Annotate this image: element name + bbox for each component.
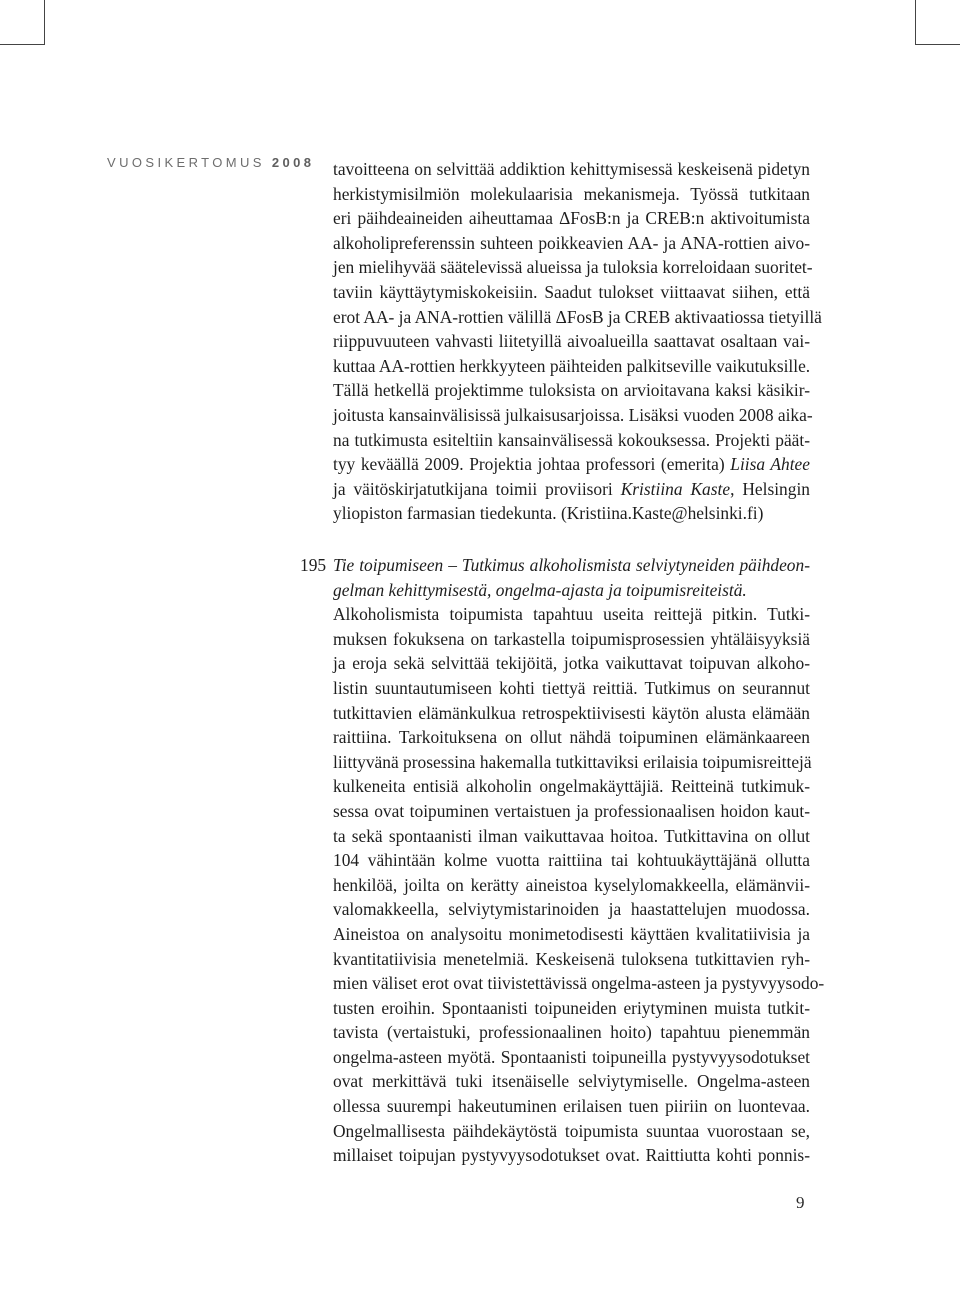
text-line: taviin käyttäytymiskokeisiin. Saadut tulokset viittaavat siihen, että (333, 281, 810, 302)
text-line: alkoholipreferenssin suhteen poikkeavien AA- ja ANA-rottien aivo- (333, 232, 810, 253)
text-line: ja eroja sekä selvittää tekijöitä, jotka vaikuttavat toipuvan alkoho- (333, 653, 810, 674)
paragraph-continued (333, 157, 822, 526)
text-line: Aineistoa on analysoitu monimetodisesti käyttäen kvalitatiivisia ja (333, 923, 810, 944)
text-line: raittiina. Tarkoituksena on ollut nähdä toipuminen elämänkaareen (333, 727, 810, 748)
text-line: na tutkimusta esiteltiin kansainvälisessä kokouksessa. Projekti päät- (333, 429, 810, 450)
running-head (107, 155, 314, 170)
person-name-ahtee: Liisa Ahtee (730, 454, 810, 475)
text-line: ongelma-asteen myötä. Spontaanisti toipuneilla pystyvyysodotukset (333, 1046, 810, 1067)
text-line: sessa ovat toipuminen vertaistuen ja professionaalisen hoidon kaut- (333, 800, 810, 821)
text-line: joitusta kansainvälisissä julkaisusarjoissa. Lisäksi vuoden 2008 aika- (333, 404, 813, 425)
text-line: jen mielihyvää säätelevissä alueissa ja tuloksia korreloidaan suoritet- (333, 257, 813, 278)
page-number: 9 (796, 1193, 805, 1212)
text-line: tusten eroihin. Spontaanisti toipuneiden eriytyminen muista tutkit- (333, 997, 810, 1018)
text-line-with-name (333, 452, 810, 477)
text-line: riippuvuuteen vahvasti liitetyillä aivoalueilla saattavat osaltaan vai- (333, 331, 810, 352)
text-fragment: , Helsingin (730, 478, 810, 499)
text-line: eri päihdeaineiden aiheuttamaa ΔFosB:n ja CREB:n aktivoitumista (333, 208, 810, 229)
text-line: muksen fokuksena on tarkastella toipumisprosessien yhtäläisyyksiä (333, 628, 810, 649)
text-line: kulkeneita entisiä alkoholin ongelmakäyttäjiä. Reitteinä tutkimuk- (333, 776, 810, 797)
text-line-with-name (333, 477, 810, 502)
text-line: henkilöä, joilta on kerätty aineistoa kyselylomakkeella, elämänvii- (333, 874, 810, 895)
text-line: herkistymisilmiön molekulaarisia mekanismeja. Työssä tutkitaan (333, 183, 810, 204)
entry-title-line: Tie toipumiseen – Tutkimus alkoholismista selviytyneiden päihdeon- (333, 555, 810, 575)
text-line: millaiset toipujan pystyvyysodotukset ovat. Raittiutta kohti ponnis- (333, 1145, 810, 1166)
text-line: valomakkeella, selviytymistarinoiden ja haastattelujen muodossa. (333, 899, 810, 920)
entry-title-line: gelman kehittymisestä, ongelma-ajasta ja toipumisreiteistä. (333, 579, 747, 600)
text-line: kuttaa AA-rottien herkkyyteen päihteiden palkitseville vaikutuksille. (333, 355, 811, 376)
crop-mark-top-right (915, 0, 960, 45)
text-line: 104 vähintään kolme vuotta raittiina tai kohtuukäyttäjänä ollutta (333, 850, 810, 871)
text-line: tavista (vertaistuki, professionaalinen hoito) tapahtuu pienemmän (333, 1022, 810, 1043)
text-line: ollessa suurempi hakeutuminen erilaisen tuen piiriin on luontevaa. (333, 1096, 810, 1117)
entry-195 (333, 553, 825, 1168)
person-name-kaste: Kristiina Kaste (620, 478, 731, 499)
entry-number: 195 (300, 555, 327, 575)
running-head-year: 2008 (271, 155, 315, 170)
text-line: liittyvänä prosessina hakemalla tutkittaviksi erilaisia toipumisreittejä (333, 751, 812, 772)
text-line: kvantitatiivisia menetelmiä. Keskeisenä tuloksena tutkittavien ryh- (333, 948, 810, 969)
text-line: yliopiston farmasian tiedekunta. (Kristiina.Kaste@helsinki.fi) (333, 503, 764, 524)
crop-mark-top-left (0, 0, 45, 45)
text-line: listin suuntautumiseen kohti tiettyä reittiä. Tutkimus on seurannut (333, 677, 810, 698)
text-line: ovat merkittävä tuki itsenäiselle selviytymiselle. Ongelma-asteen (333, 1071, 810, 1092)
text-line: Alkoholismista toipumista tapahtuu useita reittejä pitkin. Tutki- (333, 604, 810, 625)
text-line: erot AA- ja ANA-rottien välillä ΔFosB ja CREB aktivaatiossa tietyillä (333, 306, 822, 327)
text-line: ta sekä spontaanisti ilman vaikuttavaa hoitoa. Tutkittavina on ollut (333, 825, 810, 846)
text-fragment: tyy keväällä 2009. Projektia johtaa professori (emerita) (333, 454, 731, 475)
text-line: tutkittavien elämänkulkua retrospektiivisesti käytön alusta elämään (333, 702, 810, 723)
text-line: Tällä hetkellä projektimme tuloksista on arvioitavana kaksi käsikir- (333, 380, 810, 401)
text-fragment: ja väitöskirjatutkijana toimii proviisori (333, 478, 621, 499)
text-line: tavoitteena on selvittää addiktion kehittymisessä keskeisenä pidetyn (333, 159, 810, 179)
text-line: Ongelmallisesta päihdekäytöstä toipumista suuntaa vuorostaan se, (333, 1120, 810, 1141)
running-head-label: VUOSIKERTOMUS (107, 155, 265, 170)
text-line: mien väliset erot ovat tiivistettävissä ongelma-asteen ja pystyvyysodo- (333, 973, 825, 994)
